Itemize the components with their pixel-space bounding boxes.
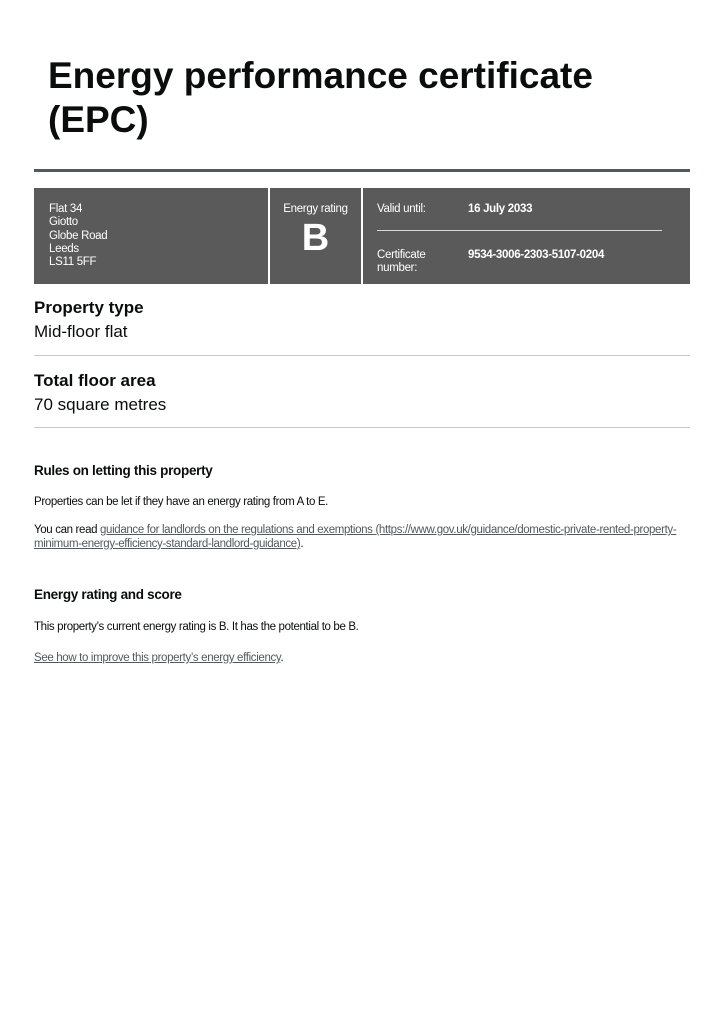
details-divider: [377, 230, 662, 231]
summary-banner: [34, 188, 690, 284]
valid-until-value: 16 July 2033: [468, 203, 533, 215]
letting-rules-heading: Rules on letting this property: [34, 463, 213, 478]
valid-until-label: Valid until:: [377, 203, 426, 215]
certificate-number-label: Certificate number:: [377, 249, 426, 274]
improve-efficiency-link[interactable]: See how to improve this property’s energy efficiency: [34, 652, 281, 664]
address-line: Flat 34: [49, 203, 83, 215]
guidance-prefix: You can read: [34, 524, 100, 536]
improve-paragraph: [34, 651, 684, 665]
guidance-suffix: .: [300, 538, 304, 550]
energy-rating-box: [270, 188, 361, 284]
address-line: Leeds: [49, 242, 79, 255]
improve-suffix: .: [280, 652, 284, 664]
energy-rating-label: Energy rating: [283, 203, 348, 215]
floor-area-heading: Total floor area: [34, 371, 156, 390]
guidance-paragraph: [34, 523, 684, 551]
guidance-link-text[interactable]: guidance for landlords on the regulations and exemptions: [100, 524, 373, 536]
page-title: Energy performance certificate (EPC): [48, 55, 593, 141]
energy-rating-letter: B: [301, 217, 330, 259]
certificate-number-value: 9534-3006-2303-5107-0204: [468, 249, 605, 261]
energy-rating-heading: Energy rating and score: [34, 587, 182, 602]
letting-rules-paragraph: Properties can be let if they have an energy rating from A to E.: [34, 496, 329, 508]
property-address: [34, 188, 268, 284]
guidance-link[interactable]: [34, 524, 676, 550]
energy-rating-paragraph: This property’s current energy rating is B. It has the potential to be B.: [34, 621, 359, 633]
certificate-details: [363, 188, 690, 284]
address-line: Giotto: [49, 216, 78, 229]
floor-area-value: 70 square metres: [34, 395, 167, 415]
address-line: LS11 5FF: [49, 256, 97, 269]
title-divider: [34, 169, 690, 172]
property-type-value: Mid-floor flat: [34, 322, 128, 342]
guidance-link-url[interactable]: (https://www.gov.uk/guidance/domestic-private-rented-property-minimum-energy-efficiency-standard-landlord-guidance): [34, 524, 677, 550]
floor-area-section: [34, 371, 690, 428]
property-type-section: [34, 298, 690, 356]
property-type-heading: Property type: [34, 298, 144, 317]
address-line: Globe Road: [49, 229, 108, 242]
